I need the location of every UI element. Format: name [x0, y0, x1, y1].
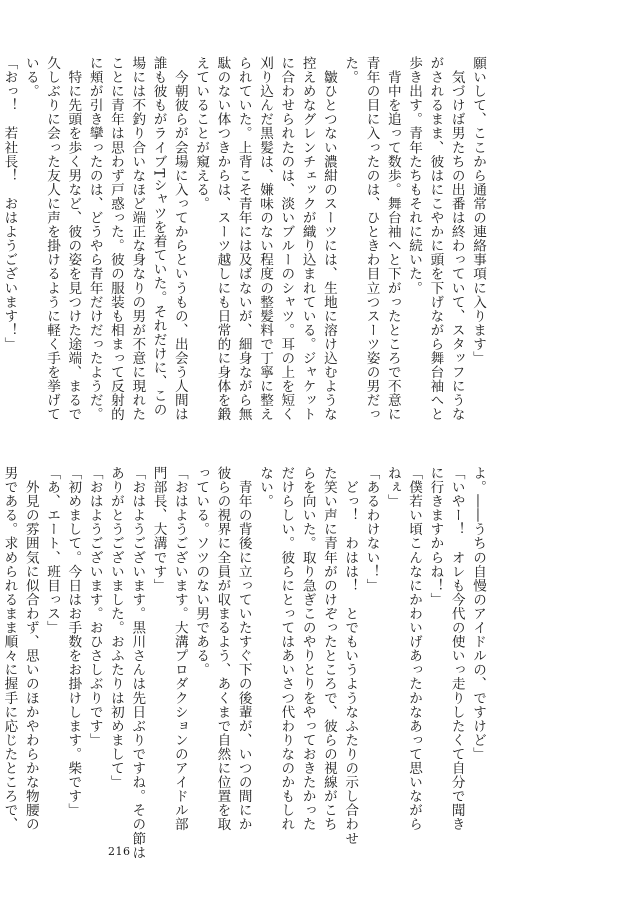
text-line: っている。ソツのない男である。 [193, 466, 210, 677]
text-line: ありがとうございました。おふたりは初めまして」 [107, 466, 124, 790]
text-line: に合わせられたのは、淡いブルーのシャツ。耳の上を短く [278, 56, 295, 422]
text-line: 誰も彼もがライブTシャツを着ていた。それだけに、この [150, 56, 167, 417]
text-line: ない。 [257, 466, 274, 509]
text-line: られていた。上背こそ青年には及ばないが、細身ながら無 [235, 56, 252, 422]
text-line: えていることが窺える。 [193, 56, 210, 211]
text-line: 「僕若い頃こんなにかわいげあったかなあって思いながら [406, 466, 423, 832]
text-line: 「あ、エート、班目っス」 [44, 466, 61, 635]
top-text-block [1, 56, 488, 422]
text-line: よ。――うちの自慢のアイドルの、ですけど」 [470, 466, 486, 762]
text-line: 外見の雰囲気に似合わず、思いのほかやわらかな物腰の [22, 466, 39, 832]
text-line: 男である。求められるまま順々に握手に応じたところで、 [1, 466, 18, 832]
text-line: 「初めまして。今日はお手数をお掛けします。柴です」 [65, 466, 82, 818]
text-line: 「おっ！ 若社長！ おはようございます！」 [1, 56, 18, 352]
text-line: 駄のない体つきからは、スーツ越しにも日常的に身体を鍛 [214, 56, 231, 422]
text-line: 願いして、ここから通常の連絡事項に入ります」 [470, 56, 486, 366]
text-line: 背中を追って数歩。舞台袖へと下がったところで不意に [384, 56, 401, 422]
text-line: 「おはようございます。おひさしぶりです」 [86, 466, 103, 747]
text-line: がされるまま、彼はにこやかに頭を下げながら舞台袖へと [427, 56, 444, 422]
text-line: 青年の目に入ったのは、ひときわ目立つスーツ姿の男だっ [363, 56, 380, 422]
text-line: どっ！ わはは！ とでもいうようなふたりの示し合わせ [342, 466, 359, 846]
text-line: ねぇ」 [384, 466, 401, 509]
text-line: た。 [342, 56, 359, 85]
text-line: に行きますからね！」 [427, 466, 444, 607]
text-line: だけらしい。彼らにとってはあいさつ代わりなのかもしれ [278, 466, 295, 832]
text-line: らを向いた。取り急ぎこのやりとりをやっておきたかった [299, 466, 316, 832]
text-line: た笑い声に青年がのけぞったところで、彼らの視線がこち [320, 466, 337, 832]
text-line: 皺ひとつない濃紺のスーツには、生地に溶け込むような [320, 56, 337, 422]
page-number: 216 [108, 845, 131, 858]
text-line: 特に先頭を歩く男など、彼の姿を見つけた途端、まるで [65, 56, 82, 422]
text-line: 「おはようございます。大溝プロダクションのアイドル部 [171, 466, 188, 832]
text-line: 「いやー！ オレも今代の使いっ走りしたくて自分で聞き [448, 466, 465, 832]
text-line: 気づけば男たちの出番は終わっていて、スタッフにうな [448, 56, 465, 422]
text-line: 「あるわけない！」 [363, 466, 380, 593]
text-line: 刈り込んだ黒髪は、嫌味のない程度の整髪料で丁寧に整え [257, 56, 274, 422]
text-line: ことに青年は思わず戸惑った。彼の服装も相まって反射的 [107, 56, 124, 422]
text-line: 歩き出す。青年たちもそれに続いた。 [406, 56, 423, 295]
text-line: 門部長、大溝です」 [150, 466, 167, 593]
text-line: いる。 [22, 56, 39, 99]
text-line: 久しぶりに会った友人に声を掛けるように軽く手を挙げて [44, 56, 61, 422]
text-line: 青年の背後に立っていたすぐ下の後輩が、いつの間にか [235, 466, 252, 832]
text-line: 今朝彼らが会場に入ってからというもの、出会う人間は [171, 56, 188, 422]
text-line: に頬が引き攣ったのは、どうやら青年だけだったようだ。 [86, 56, 103, 422]
text-line: 場には不釣り合いなほど端正な身なりの男が不意に現れた [129, 56, 146, 422]
text-line: 控えめなグレンチェックが織り込まれている。ジャケット [299, 56, 316, 422]
text-line: 「おはようございます。黒川さんは先日ぶりですね。その節は [129, 466, 146, 860]
text-line: 彼らの視界に全員が収まるよう、あくまで自然に位置を取 [214, 466, 231, 832]
